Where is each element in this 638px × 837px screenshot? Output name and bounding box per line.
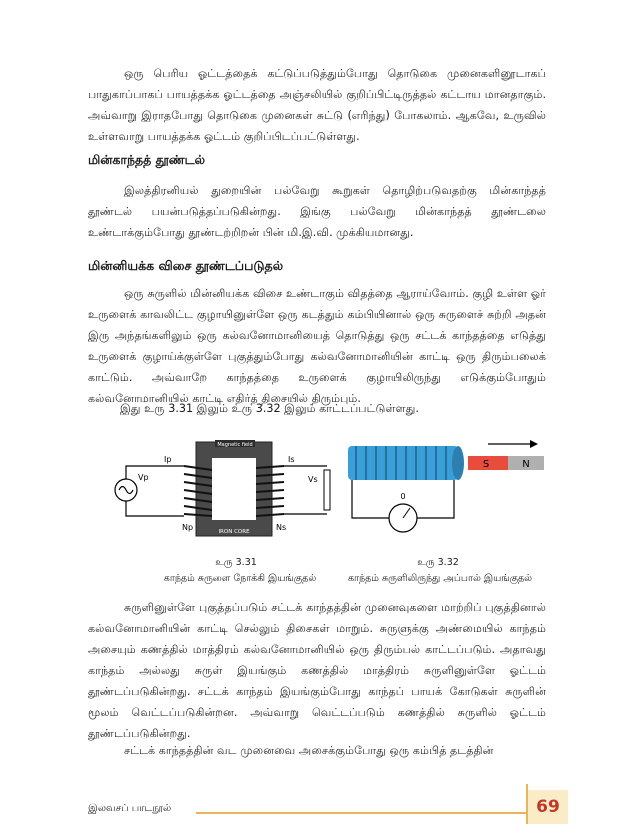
vp-label: Vp: [138, 473, 149, 482]
galvanometer-zero-label: 0: [400, 492, 406, 501]
heading-electromagnetic-induction: மின்காந்தத் தூண்டல்: [88, 152, 206, 167]
paragraph-figure-ref: இது உரு 3.31 இலும் உரு 3.32 இலும் காட்டப்பட்டுள்ளது.: [120, 402, 419, 415]
magnet-s-label: S: [482, 459, 490, 470]
bar-magnet-icon: [468, 456, 544, 470]
coil-icon: [348, 446, 464, 480]
ns-label: Ns: [276, 523, 287, 532]
paragraph-north-pole: சட்டக் காந்தத்தின் வட முனைவை அசைக்கும்போது ஒரு கம்பித் தடத்தின்: [124, 744, 494, 757]
ip-label: Ip: [164, 455, 172, 464]
coil-magnet-figure: [338, 436, 548, 541]
magnet-n-label: N: [522, 459, 530, 470]
is-label: Is: [288, 455, 295, 464]
vs-label: Vs: [308, 475, 318, 484]
figure-3-31-number: உரு 3.31: [215, 557, 257, 568]
paragraph-intro: ஒரு பெரிய ஓட்டத்தைக் கட்டுப்படுத்தும்போது தொடுகை முனைகளினூடாகப் பாதுகாப்பாகப் பாயத்தக்க ஓட்டத்தை அஞ்சலியில் குறிப்பிட்டிருத்தல் கட்டாய மானதாகும். அவ்வாறு இராதபோது தொடுகை முனைகள் சுட்டு (எரிந்து) போகலாம். ஆகவே, உருவில் உள்ளவாறு பாயத்தக்க ஓட்டம் குறிப்பிடப்பட்டுள்ளது.: [88, 67, 546, 143]
footer-book-name: இலவசப் பாடநூல்: [88, 803, 172, 814]
paragraph-induction: இலத்திரனியல் துறையின் பல்வேறு கூறுகள் தொழிற்படுவதற்கு மின்காந்தத் தூண்டல் பயன்படுத்தப்படுகின்றது. இங்கு பல்வேறு மின்காந்தத் தூண்டலை உண்டாக்கும்போது தூண்டற்றிறன் பின் மி.இ.வி. முக்கியமானது.: [88, 184, 546, 239]
ac-source-icon: [115, 479, 137, 501]
magnetic-field-label: Magnetic field: [217, 442, 253, 448]
footer-divider: [196, 812, 526, 814]
np-label: Np: [182, 523, 194, 532]
page-number: 69: [528, 790, 568, 824]
transformer-figure: [112, 436, 332, 541]
figure-3-31-caption: காந்தம் சுருளை நோக்கி இயங்குதல்: [163, 573, 317, 584]
paragraph-polarity: சுருளினுள்ளே புகுத்தப்படும் சட்டக் காந்தத்தின் முனைவுகளை மாற்றிப் புகுத்தினால் கல்வனோமானியின் காட்டி செல்லும் திசைகள் மாறும். சுருளுக்கு அண்மையில் காந்தம் அசையும் கணத்தில் மாத்திரம் கல்வனோமானியில் ஒரு திரும்பல் காட்டப்படும். அதாவது காந்தம் அல்லது சுருள் இயங்கும் கணத்தில் மாத்திரம் சுருளினுள்ளே ஓட்டம் தூண்டப்படுகின்றது. சட்டக் காந்தம் இயங்கும்போது காந்தப் பாயக் கோடுகள் சுருளின் மூலம் வெட்டப்படுகின்றன. அவ்வாறு வெட்டப்படும் கணத்தில் சுருளில் ஓட்டம் தூண்டப்படுகின்றது.: [88, 601, 546, 740]
figure-3-32-caption: காந்தம் சுருளிலிருந்து அப்பால் இயங்குதல்: [347, 573, 533, 584]
iron-core-label: IRON CORE: [218, 529, 250, 535]
heading-emf-induction: மின்னியக்க விசை தூண்டப்படுதல்: [88, 258, 284, 273]
paragraph-emf: ஒரு சுருளில் மின்னியக்க விசை உண்டாகும் விதத்தை ஆராய்வோம். குழி உள்ள ஓர் உருளைக் காவலிட்ட குழாயினுள்ளே ஒரு கடத்தும் கம்பியினால் ஒரு சுருளைச் சுற்றி அதன் இரு அந்தங்களிலும் ஒரு கல்வனோமானியைத் தொடுத்து ஒரு சட்டக் காந்தத்தை எடுத்து உருளைக் குழாய்க்குள்ளே புகுத்தும்போது கல்வனோமானியின் காட்டி ஒரு திரும்பலைக் காட்டும். அவ்வாறே காந்தத்தை உருளைக் குழாயிலிருந்து எடுக்கும்போதும் கல்வனோமானியில் காட்டி எதிர்த் திசையில் திரும்பும்.: [88, 287, 546, 405]
figure-3-32-number: உரு 3.32: [417, 557, 459, 568]
